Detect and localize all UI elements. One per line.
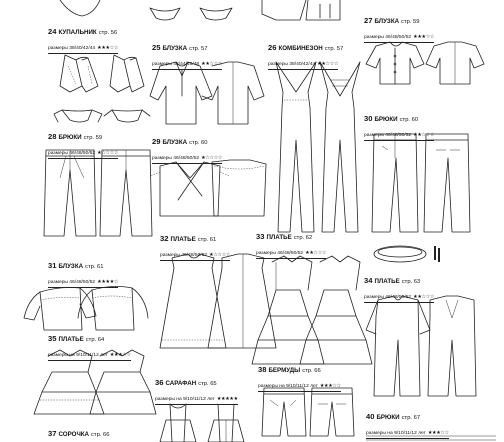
sketch-31-blouse [24,286,148,330]
item-page: стр. 57 [324,46,344,52]
item-page: стр. 59 [83,135,103,141]
difficulty-stars: ★★☆☆☆ [201,60,223,67]
sketch-32-dress [160,251,276,348]
sketch-28-trousers [44,150,152,236]
item-28-label [48,133,118,159]
item-page: стр. 61 [85,264,104,270]
item-37-label [48,430,109,439]
top-partial-sketches [60,0,340,20]
item-name: КОМБИНЕЗОН [278,45,323,52]
difficulty-stars: ★★☆☆☆ [413,293,435,300]
item-sizes: размеры 46/48/50/52 [256,250,304,256]
item-name: ПЛАТЬЕ [266,234,292,241]
item-36-label [155,379,238,405]
sketch-headband [374,246,440,262]
item-sizes: размеры 42/44/46/48 [152,61,200,67]
item-sizes: размеры 38/40/42/44 [268,61,316,67]
item-number: 32 [160,234,169,243]
item-name: ПЛАТЬЕ [170,236,196,243]
item-number: 24 [48,27,57,36]
sketch-25-blouse [150,62,264,124]
item-sizes: размеры на 9/10/11/12 лет [366,430,426,436]
item-page: стр. 57 [189,46,208,52]
item-name: БЕРМУДЫ [268,367,301,374]
difficulty-stars: ★☆☆☆☆ [201,154,223,161]
item-name: САРАФАН [165,380,197,387]
item-number: 27 [364,16,373,25]
difficulty-stars: ★★★☆☆ [97,44,119,51]
item-27-label [364,17,434,43]
sketch-24-swimsuit [54,55,150,122]
item-number: 37 [48,429,57,438]
item-number: 38 [258,365,267,374]
item-page: стр. 63 [401,279,421,285]
item-page: стр. 65 [198,381,217,387]
item-number: 30 [364,114,373,123]
difficulty-stars: ★★☆☆☆ [317,60,339,67]
sketch-27-blouse [366,42,484,84]
item-number: 40 [366,412,375,421]
item-name: ПЛАТЬЕ [374,278,400,285]
item-name: БЛУЗКА [162,45,188,52]
item-number: 34 [364,276,373,285]
item-number: 28 [48,132,57,141]
item-name: БРЮКИ [374,116,398,123]
item-number: 29 [152,137,161,146]
sketch-36-sundress [160,404,244,442]
item-25-label [152,44,222,70]
item-name: ПЛАТЬЕ [58,336,84,343]
item-page: стр. 60 [189,140,208,146]
item-35-label [48,335,131,361]
item-sizes: размеры 46/48/50/52 [364,132,412,138]
difficulty-stars: ★★☆☆☆ [413,131,435,138]
difficulty-stars: ★★★☆☆ [109,351,131,358]
item-sizes: размеры 46/48/50/52 [364,34,412,40]
item-number: 36 [155,378,164,387]
difficulty-stars: ★★★★☆ [97,278,119,285]
item-24-label [48,28,118,54]
difficulty-stars: ★★★☆☆ [413,33,435,40]
item-page: стр. 66 [91,432,110,438]
item-number: 31 [48,261,57,270]
item-page: стр. 64 [85,337,105,343]
sketch-34-dress [366,293,476,396]
item-name: БЛУЗКА [58,263,84,270]
item-number: 25 [152,43,161,52]
sketch-29-blouse [150,160,266,216]
difficulty-stars: ★☆☆☆☆ [209,251,231,258]
item-32-label [160,235,230,261]
item-page: стр. 59 [401,19,420,25]
item-40-label [366,413,449,439]
item-page: стр. 60 [399,117,419,123]
difficulty-stars: ★★★☆☆ [427,429,449,436]
difficulty-stars: ★★★☆☆ [319,382,341,389]
item-page: стр. 66 [302,368,321,374]
item-number: 35 [48,334,57,343]
item-29-label [152,138,222,164]
item-sizes: размеры 46/48/50/52 [48,150,96,156]
item-page: стр. 62 [293,235,313,241]
item-sizes: размеры на 9/10/11/12 лет [155,396,215,402]
item-name: БРЮКИ [376,414,400,421]
item-page: стр. 61 [197,237,217,243]
item-sizes: размеры 38/40/42/44 [48,45,96,51]
item-name: БРЮКИ [58,134,82,141]
difficulty-stars: ★★☆☆☆ [305,249,327,256]
item-sizes: размеры 46/48/50/52 [160,252,208,258]
item-sizes: размеры 46/48/50/52 [152,155,200,161]
difficulty-stars: ★★★★★ [216,395,238,402]
item-30-label [364,115,434,141]
item-26-label [268,44,343,70]
item-31-label [48,262,118,288]
item-name: БЛУЗКА [162,139,188,146]
sketch-26-jumpsuit [276,62,360,232]
item-number: 33 [256,232,265,241]
item-number: 26 [268,43,277,52]
sketch-30-trousers [372,131,470,232]
difficulty-stars: ★☆☆☆☆ [97,149,119,156]
item-sizes: размеры на 9/10/11/12 лет [258,383,318,389]
item-name: СОРОЧКА [58,431,90,438]
item-name: БЛУЗКА [374,18,400,25]
item-page: стр. 56 [98,30,118,36]
item-sizes: размеры 46/48/50/52 [364,294,412,300]
item-page: стр. 67 [401,415,421,421]
item-sizes: размеры на 9/10/11/12 лет [48,352,108,358]
item-34-label [364,277,434,303]
item-sizes: размеры 46/48/50/52 [48,279,96,285]
item-name: КУПАЛЬНИК [58,29,97,36]
item-38-label [258,366,341,392]
item-33-label [256,233,326,259]
sketch-38-bermudas [262,388,354,436]
